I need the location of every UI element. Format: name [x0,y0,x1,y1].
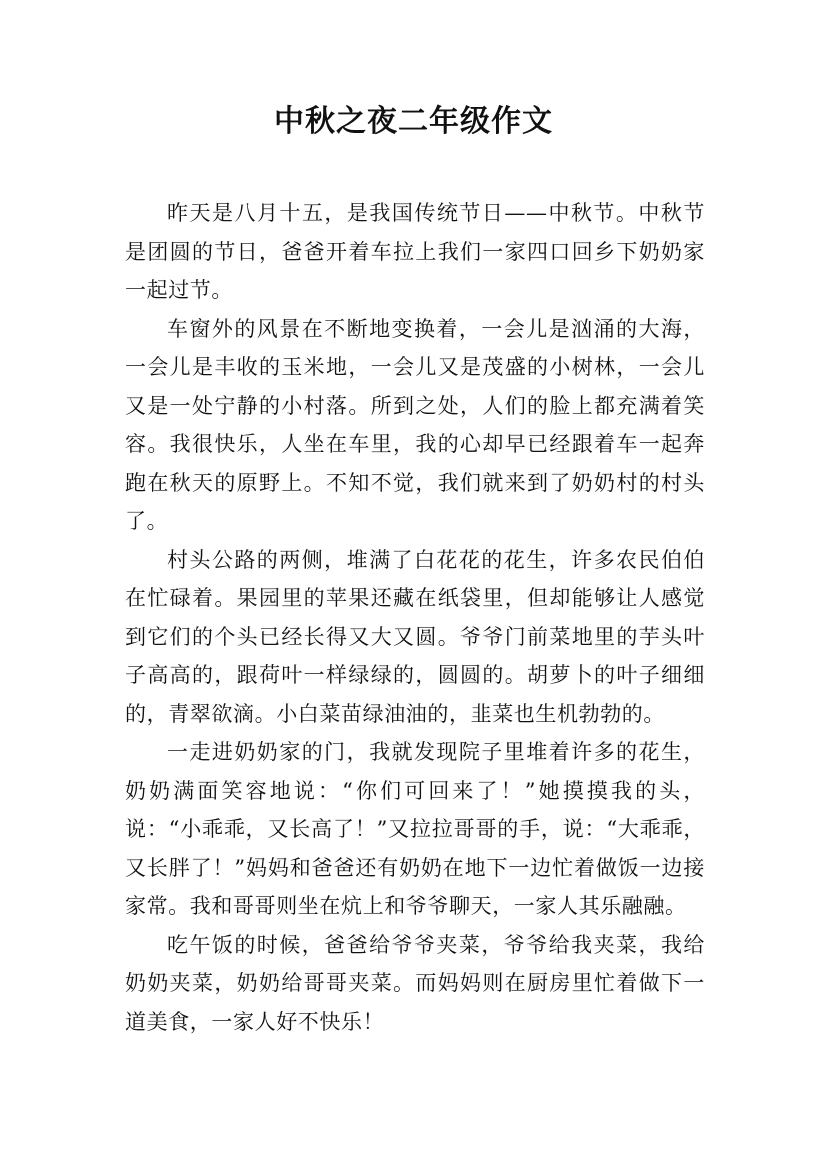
document-body [125,194,705,1041]
paragraph: 车窗外的风景在不断地变换着，一会儿是汹涌的大海，一会儿是丰收的玉米地，一会儿又是茂盛的小树林，一会儿又是一处宁静的小村落。所到之处，人们的脸上都充满着笑容。我很快乐，人坐在车里，我的心却早已经跟着车一起奔跑在秋天的原野上。不知不觉，我们就来到了奶奶村的村头了。 [125,316,705,533]
paragraph: 昨天是八月十五，是我国传统节日——中秋节。中秋节是团圆的节日，爸爸开着车拉上我们一家四口回乡下奶奶家一起过节。 [125,201,705,302]
document-title: 中秋之夜二年级作文 [274,104,553,139]
paragraph: 吃午饭的时候，爸爸给爷爷夹菜，爷爷给我夹菜，我给奶奶夹菜，奶奶给哥哥夹菜。而妈妈则在厨房里忙着做下一道美食，一家人好不快乐！ [125,932,705,1034]
paragraph: 一走进奶奶家的门，我就发现院子里堆着许多的花生，奶奶满面笑容地说：“你们可回来了！”她摸摸我的头，说：“小乖乖，又长高了！”又拉拉哥哥的手，说：“大乖乖，又长胖了！”妈妈和爸爸还有奶奶在地下一边忙着做饭一边接家常。我和哥哥则坐在炕上和爷爷聊天，一家人其乐融融。 [125,740,705,918]
paragraph: 村头公路的两侧，堆满了白花花的花生，许多农民伯伯在忙碌着。果园里的苹果还藏在纸袋里，但却能够让人感觉到它们的个头已经长得又大又圆。爷爷门前菜地里的芋头叶子高高的，跟荷叶一样绿绿的，圆圆的。胡萝卜的叶子细细的，青翠欲滴。小白菜苗绿油油的，韭菜也生机勃勃的。 [125,547,705,726]
